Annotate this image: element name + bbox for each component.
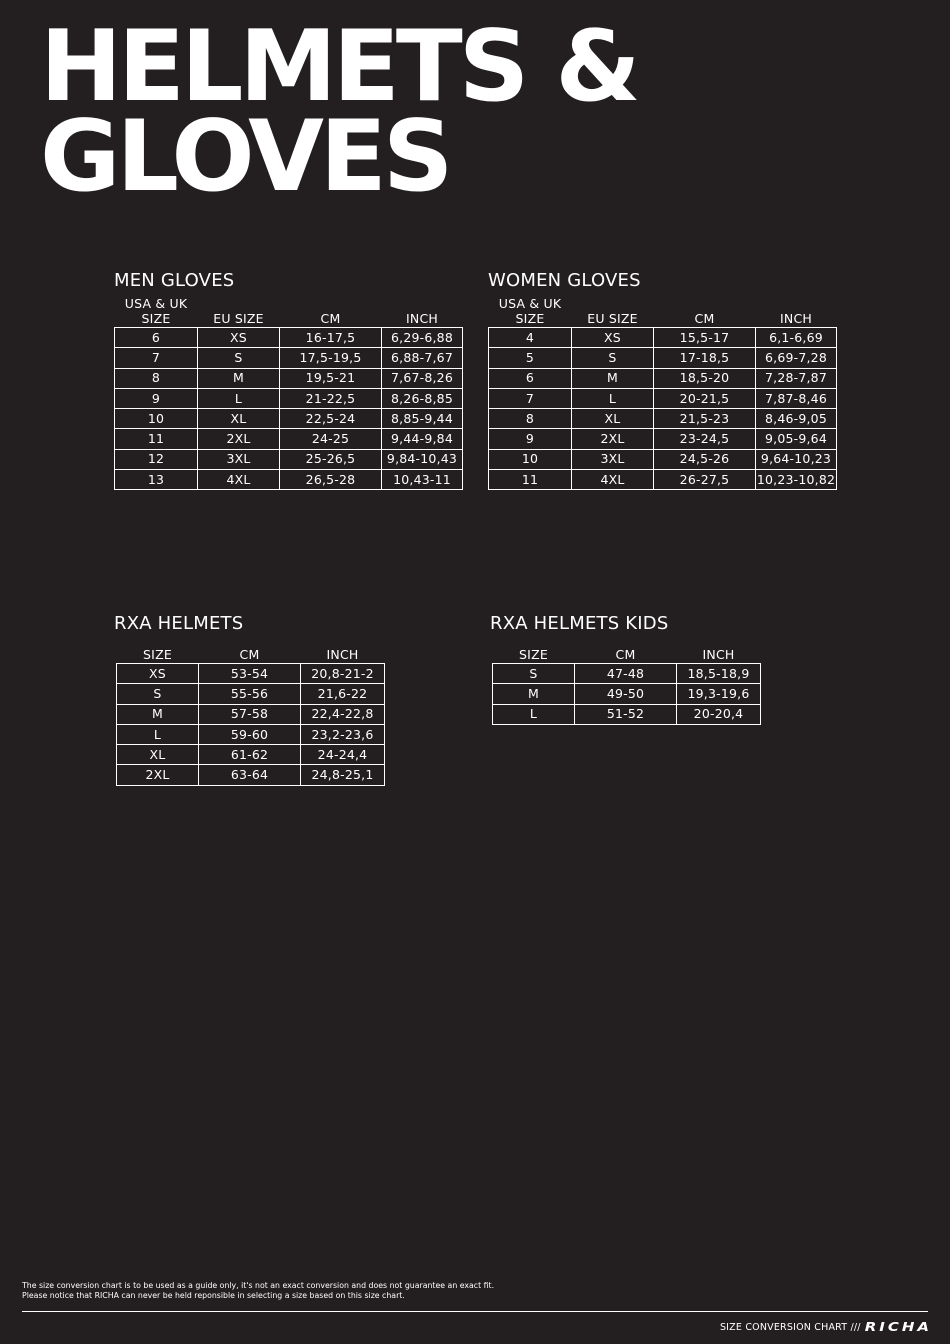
disclaimer-line-2: Please notice that RICHA can never be held reponsible in selecting a size based on this size chart. [22, 1291, 405, 1300]
table-cell: S [572, 348, 654, 368]
header-inch: INCH [702, 647, 735, 662]
table-header-row [115, 296, 463, 328]
table-cell: 47-48 [575, 664, 677, 684]
table-cell: 22,5-24 [280, 409, 382, 429]
header-size [115, 296, 198, 328]
table-row [489, 368, 837, 388]
table-cell: 20,8-21-2 [301, 664, 385, 684]
table-row [115, 429, 463, 449]
table-cell: M [493, 684, 575, 704]
table-cell: 2XL [572, 429, 654, 449]
header-cm: CM [320, 311, 341, 326]
table-cell: 23,2-23,6 [301, 724, 385, 744]
table-cell: L [572, 388, 654, 408]
table-cell: 9,84-10,43 [382, 449, 463, 469]
table-cell: XS [117, 664, 199, 684]
table-header-row [489, 296, 837, 328]
table-cell: 57-58 [199, 704, 301, 724]
women-gloves-section [488, 270, 837, 490]
table-cell: 9,64-10,23 [756, 449, 837, 469]
table-row [115, 449, 463, 469]
table-cell: 18,5-20 [654, 368, 756, 388]
table-cell: 4XL [198, 470, 280, 490]
header-cm: CM [694, 311, 715, 326]
page-title-line-1: HELMETS & [40, 10, 637, 124]
table-row [117, 745, 385, 765]
table-row [117, 724, 385, 744]
table-cell: L [117, 724, 199, 744]
table-cell: M [198, 368, 280, 388]
table-cell: 22,4-22,8 [301, 704, 385, 724]
table-cell: 55-56 [199, 684, 301, 704]
rxa-helmets-kids-title: RXA HELMETS KIDS [490, 613, 669, 634]
header-inch: INCH [326, 647, 359, 662]
table-cell: 16-17,5 [280, 328, 382, 348]
rxa-helmets-kids-section [490, 613, 761, 725]
table-cell: 7,87-8,46 [756, 388, 837, 408]
men-gloves-section [114, 270, 463, 490]
table-row [115, 470, 463, 490]
table-cell: 15,5-17 [654, 328, 756, 348]
table-row [117, 684, 385, 704]
table-cell: 2XL [117, 765, 199, 785]
table-cell: 9 [489, 429, 572, 449]
table-row [117, 664, 385, 684]
table-cell: 25-26,5 [280, 449, 382, 469]
table-cell: 20-21,5 [654, 388, 756, 408]
table-cell: 3XL [198, 449, 280, 469]
table-cell: 6,69-7,28 [756, 348, 837, 368]
table-cell: 11 [115, 429, 198, 449]
table-cell: 17,5-19,5 [280, 348, 382, 368]
table-cell: XS [198, 328, 280, 348]
table-cell: 21,5-23 [654, 409, 756, 429]
table-cell: 19,3-19,6 [677, 684, 761, 704]
header-size-top: USA & UK [124, 296, 188, 311]
table-cell: 24,5-26 [654, 449, 756, 469]
table-cell: 8,26-8,85 [382, 388, 463, 408]
page-title-line-2: GLOVES [40, 100, 450, 214]
header-size: SIZE [519, 647, 548, 662]
table-cell: 6,29-6,88 [382, 328, 463, 348]
table-cell: 10 [489, 449, 572, 469]
footer-divider [22, 1311, 928, 1312]
table-row [115, 368, 463, 388]
table-cell: S [493, 664, 575, 684]
table-cell: 8,85-9,44 [382, 409, 463, 429]
table-cell: 53-54 [199, 664, 301, 684]
header-inch: INCH [780, 311, 812, 326]
table-cell: 24,8-25,1 [301, 765, 385, 785]
table-header-row [493, 647, 761, 664]
table-cell: XL [572, 409, 654, 429]
table-cell: 9,05-9,64 [756, 429, 837, 449]
table-cell: 26-27,5 [654, 470, 756, 490]
header-inch: INCH [406, 311, 438, 326]
table-row [489, 429, 837, 449]
table-row [115, 328, 463, 348]
table-cell: 8 [489, 409, 572, 429]
table-cell: 61-62 [199, 745, 301, 765]
header-size-bottom: SIZE [515, 311, 545, 326]
table-cell: 6,1-6,69 [756, 328, 837, 348]
page-title [40, 10, 637, 214]
table-cell: S [198, 348, 280, 368]
table-cell: 6,88-7,67 [382, 348, 463, 368]
table-cell: L [198, 388, 280, 408]
disclaimer-line-1: The size conversion chart is to be used as a guide only, it's not an exact conversion and does not guarantee an exact fit. [22, 1281, 495, 1290]
header-size [489, 296, 572, 328]
rxa-helmets-kids-table [492, 647, 761, 725]
table-cell: 9 [115, 388, 198, 408]
table-cell: 10,43-11 [382, 470, 463, 490]
table-cell: L [493, 704, 575, 724]
table-cell: 10 [115, 409, 198, 429]
table-cell: M [572, 368, 654, 388]
rxa-helmets-section [114, 613, 385, 786]
table-cell: 17-18,5 [654, 348, 756, 368]
richa-logo: RICHA [864, 1319, 932, 1335]
footer-label: SIZE CONVERSION CHART /// [719, 1321, 861, 1333]
header-cm: CM [239, 647, 260, 662]
table-cell: 10,23-10,82 [756, 470, 837, 490]
table-cell: 3XL [572, 449, 654, 469]
table-cell: 7,28-7,87 [756, 368, 837, 388]
table-cell: 8,46-9,05 [756, 409, 837, 429]
header-size-bottom: SIZE [141, 311, 171, 326]
table-cell: M [117, 704, 199, 724]
table-row [489, 409, 837, 429]
table-row [493, 704, 761, 724]
table-row [493, 684, 761, 704]
table-row [117, 704, 385, 724]
table-cell: 19,5-21 [280, 368, 382, 388]
table-cell: XS [572, 328, 654, 348]
rxa-helmets-table [116, 647, 385, 786]
table-cell: 20-20,4 [677, 704, 761, 724]
header-cm: CM [615, 647, 636, 662]
table-row [489, 388, 837, 408]
table-cell: 9,44-9,84 [382, 429, 463, 449]
table-row [493, 664, 761, 684]
rxa-helmets-title: RXA HELMETS [114, 613, 244, 634]
table-cell: 11 [489, 470, 572, 490]
table-row [115, 409, 463, 429]
women-gloves-title: WOMEN GLOVES [488, 270, 641, 291]
table-row [489, 470, 837, 490]
table-cell: 49-50 [575, 684, 677, 704]
table-cell: 7 [115, 348, 198, 368]
header-eu-size: EU SIZE [587, 311, 638, 326]
table-cell: 13 [115, 470, 198, 490]
table-cell: 18,5-18,9 [677, 664, 761, 684]
women-gloves-table [488, 296, 837, 490]
table-cell: 4 [489, 328, 572, 348]
table-cell: 21-22,5 [280, 388, 382, 408]
table-row [115, 388, 463, 408]
table-cell: 7 [489, 388, 572, 408]
table-cell: 2XL [198, 429, 280, 449]
table-cell: 8 [115, 368, 198, 388]
table-row [489, 348, 837, 368]
table-cell: 24-25 [280, 429, 382, 449]
table-header-row [117, 647, 385, 664]
table-row [117, 765, 385, 785]
men-gloves-title: MEN GLOVES [114, 270, 235, 291]
table-cell: 63-64 [199, 765, 301, 785]
disclaimer [22, 1281, 494, 1301]
table-cell: 24-24,4 [301, 745, 385, 765]
table-cell: 21,6-22 [301, 684, 385, 704]
table-cell: 6 [489, 368, 572, 388]
table-row [489, 449, 837, 469]
table-cell: 6 [115, 328, 198, 348]
header-size-top: USA & UK [498, 296, 562, 311]
table-cell: 26,5-28 [280, 470, 382, 490]
table-row [489, 328, 837, 348]
footer-branding [720, 1318, 932, 1336]
table-cell: 23-24,5 [654, 429, 756, 449]
table-cell: XL [117, 745, 199, 765]
table-cell: S [117, 684, 199, 704]
table-cell: 51-52 [575, 704, 677, 724]
header-size: SIZE [143, 647, 172, 662]
table-cell: XL [198, 409, 280, 429]
table-cell: 12 [115, 449, 198, 469]
men-gloves-table [114, 296, 463, 490]
header-eu-size: EU SIZE [213, 311, 264, 326]
table-cell: 59-60 [199, 724, 301, 744]
table-row [115, 348, 463, 368]
table-cell: 7,67-8,26 [382, 368, 463, 388]
table-cell: 5 [489, 348, 572, 368]
table-cell: 4XL [572, 470, 654, 490]
